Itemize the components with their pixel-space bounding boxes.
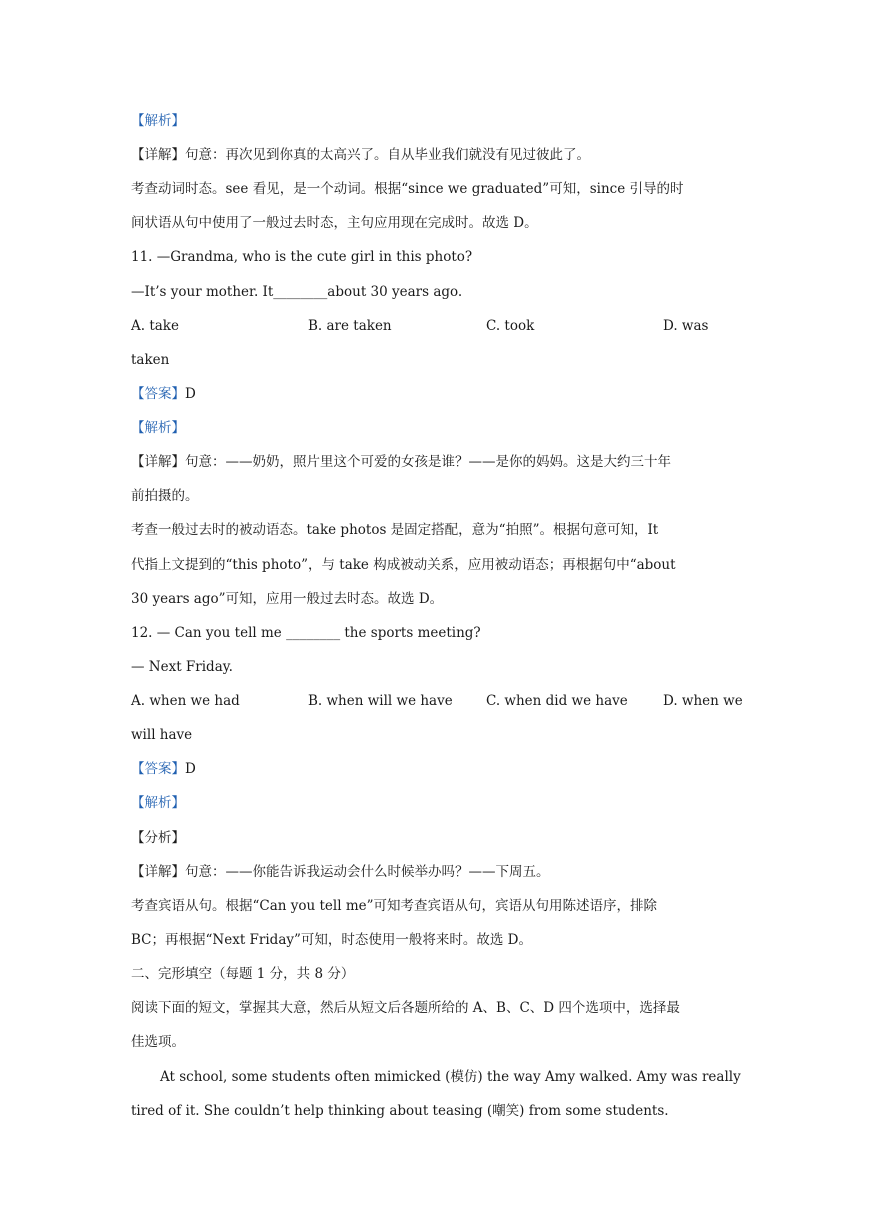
q10-explain-2: 间状语从句中使用了一般过去时态，主句应用现在完成时。故选 D。 [131,215,538,231]
passage-line-2: tired of it. She couldn’t help thinking about teasing (嘲笑) from some students. [131,1103,669,1119]
q10-explain-1: 考查动词时态。see 看见，是一个动词。根据“since we graduated”可知，since 引导的时 [131,181,684,197]
q12-option-wrap: will have [131,727,193,743]
q11-stem-1: 11. —Grandma, who is the cute girl in this photo? [131,249,473,265]
section2-instructions-2: 佳选项。 [131,1034,185,1050]
q10-detail-text: 句意：再次见到你真的太高兴了。自从毕业我们就没有见过彼此了。 [185,147,590,163]
q12-stem-1: 12. — Can you tell me ________ the sports meeting? [131,625,481,641]
passage-line-1: At school, some students often mimicked (模仿) the way Amy walked. Amy was really [160,1069,741,1085]
section2-heading: 二、完形填空（每题 1 分，共 8 分） [131,966,355,982]
q12-option-b: B. when will we have [308,693,453,709]
q12-option-d: D. when we [663,693,743,709]
q11-explain-1: 考查一般过去时的被动语态。take photos 是固定搭配，意为“拍照”。根据句意可知，It [131,522,659,538]
q11-detail-tag: 【详解】 [131,454,185,470]
section2-instructions-1: 阅读下面的短文，掌握其大意，然后从短文后各题所给的 A、B、C、D 四个选项中，选择最 [131,1000,680,1016]
q12-answer [131,759,737,779]
q10-detail [131,145,737,165]
q11-answer-tag: 【答案】 [131,386,185,402]
q11-option-wrap: taken [131,352,170,368]
q12-detail [131,862,737,882]
q11-explain-3: 30 years ago”可知，应用一般过去时态。故选 D。 [131,591,444,607]
q12-stem-2: — Next Friday. [131,659,233,675]
q11-answer [131,384,737,404]
q11-option-d: D. was [663,318,709,334]
q12-answer-tag: 【答案】 [131,761,185,777]
q12-answer-value: D [185,761,196,777]
q11-detail-2: 前拍摄的。 [131,488,199,504]
q11-option-c: C. took [486,318,535,334]
q11-detail-1 [131,452,737,472]
q10-analysis-tag: 【解析】 [131,113,185,129]
q12-detail-tag: 【详解】 [131,864,185,880]
q11-answer-value: D [185,386,196,402]
q12-explain-1: 考查宾语从句。根据“Can you tell me”可知考查宾语从句，宾语从句用陈述语序，排除 [131,898,658,914]
q12-option-c: C. when did we have [486,693,628,709]
q11-stem-2: —It’s your mother. It________about 30 years ago. [131,284,463,300]
q11-option-a: A. take [131,318,179,334]
q11-option-b: B. are taken [308,318,392,334]
q11-detail-text: 句意：——奶奶，照片里这个可爱的女孩是谁？——是你的妈妈。这是大约三十年 [185,454,671,470]
q11-explain-2: 代指上文提到的“this photo”，与 take 构成被动关系，应用被动语态；再根据句中“about [131,557,676,573]
q12-analysis-tag: 【解析】 [131,795,185,811]
q12-option-a: A. when we had [131,693,240,709]
q11-analysis-tag: 【解析】 [131,420,185,436]
q12-analysis2-tag: 【分析】 [131,830,185,846]
q10-detail-tag: 【详解】 [131,147,185,163]
q12-detail-text: 句意：——你能告诉我运动会什么时候举办吗？——下周五。 [185,864,550,880]
q12-explain-2: BC；再根据“Next Friday”可知，时态使用一般将来时。故选 D。 [131,932,533,948]
